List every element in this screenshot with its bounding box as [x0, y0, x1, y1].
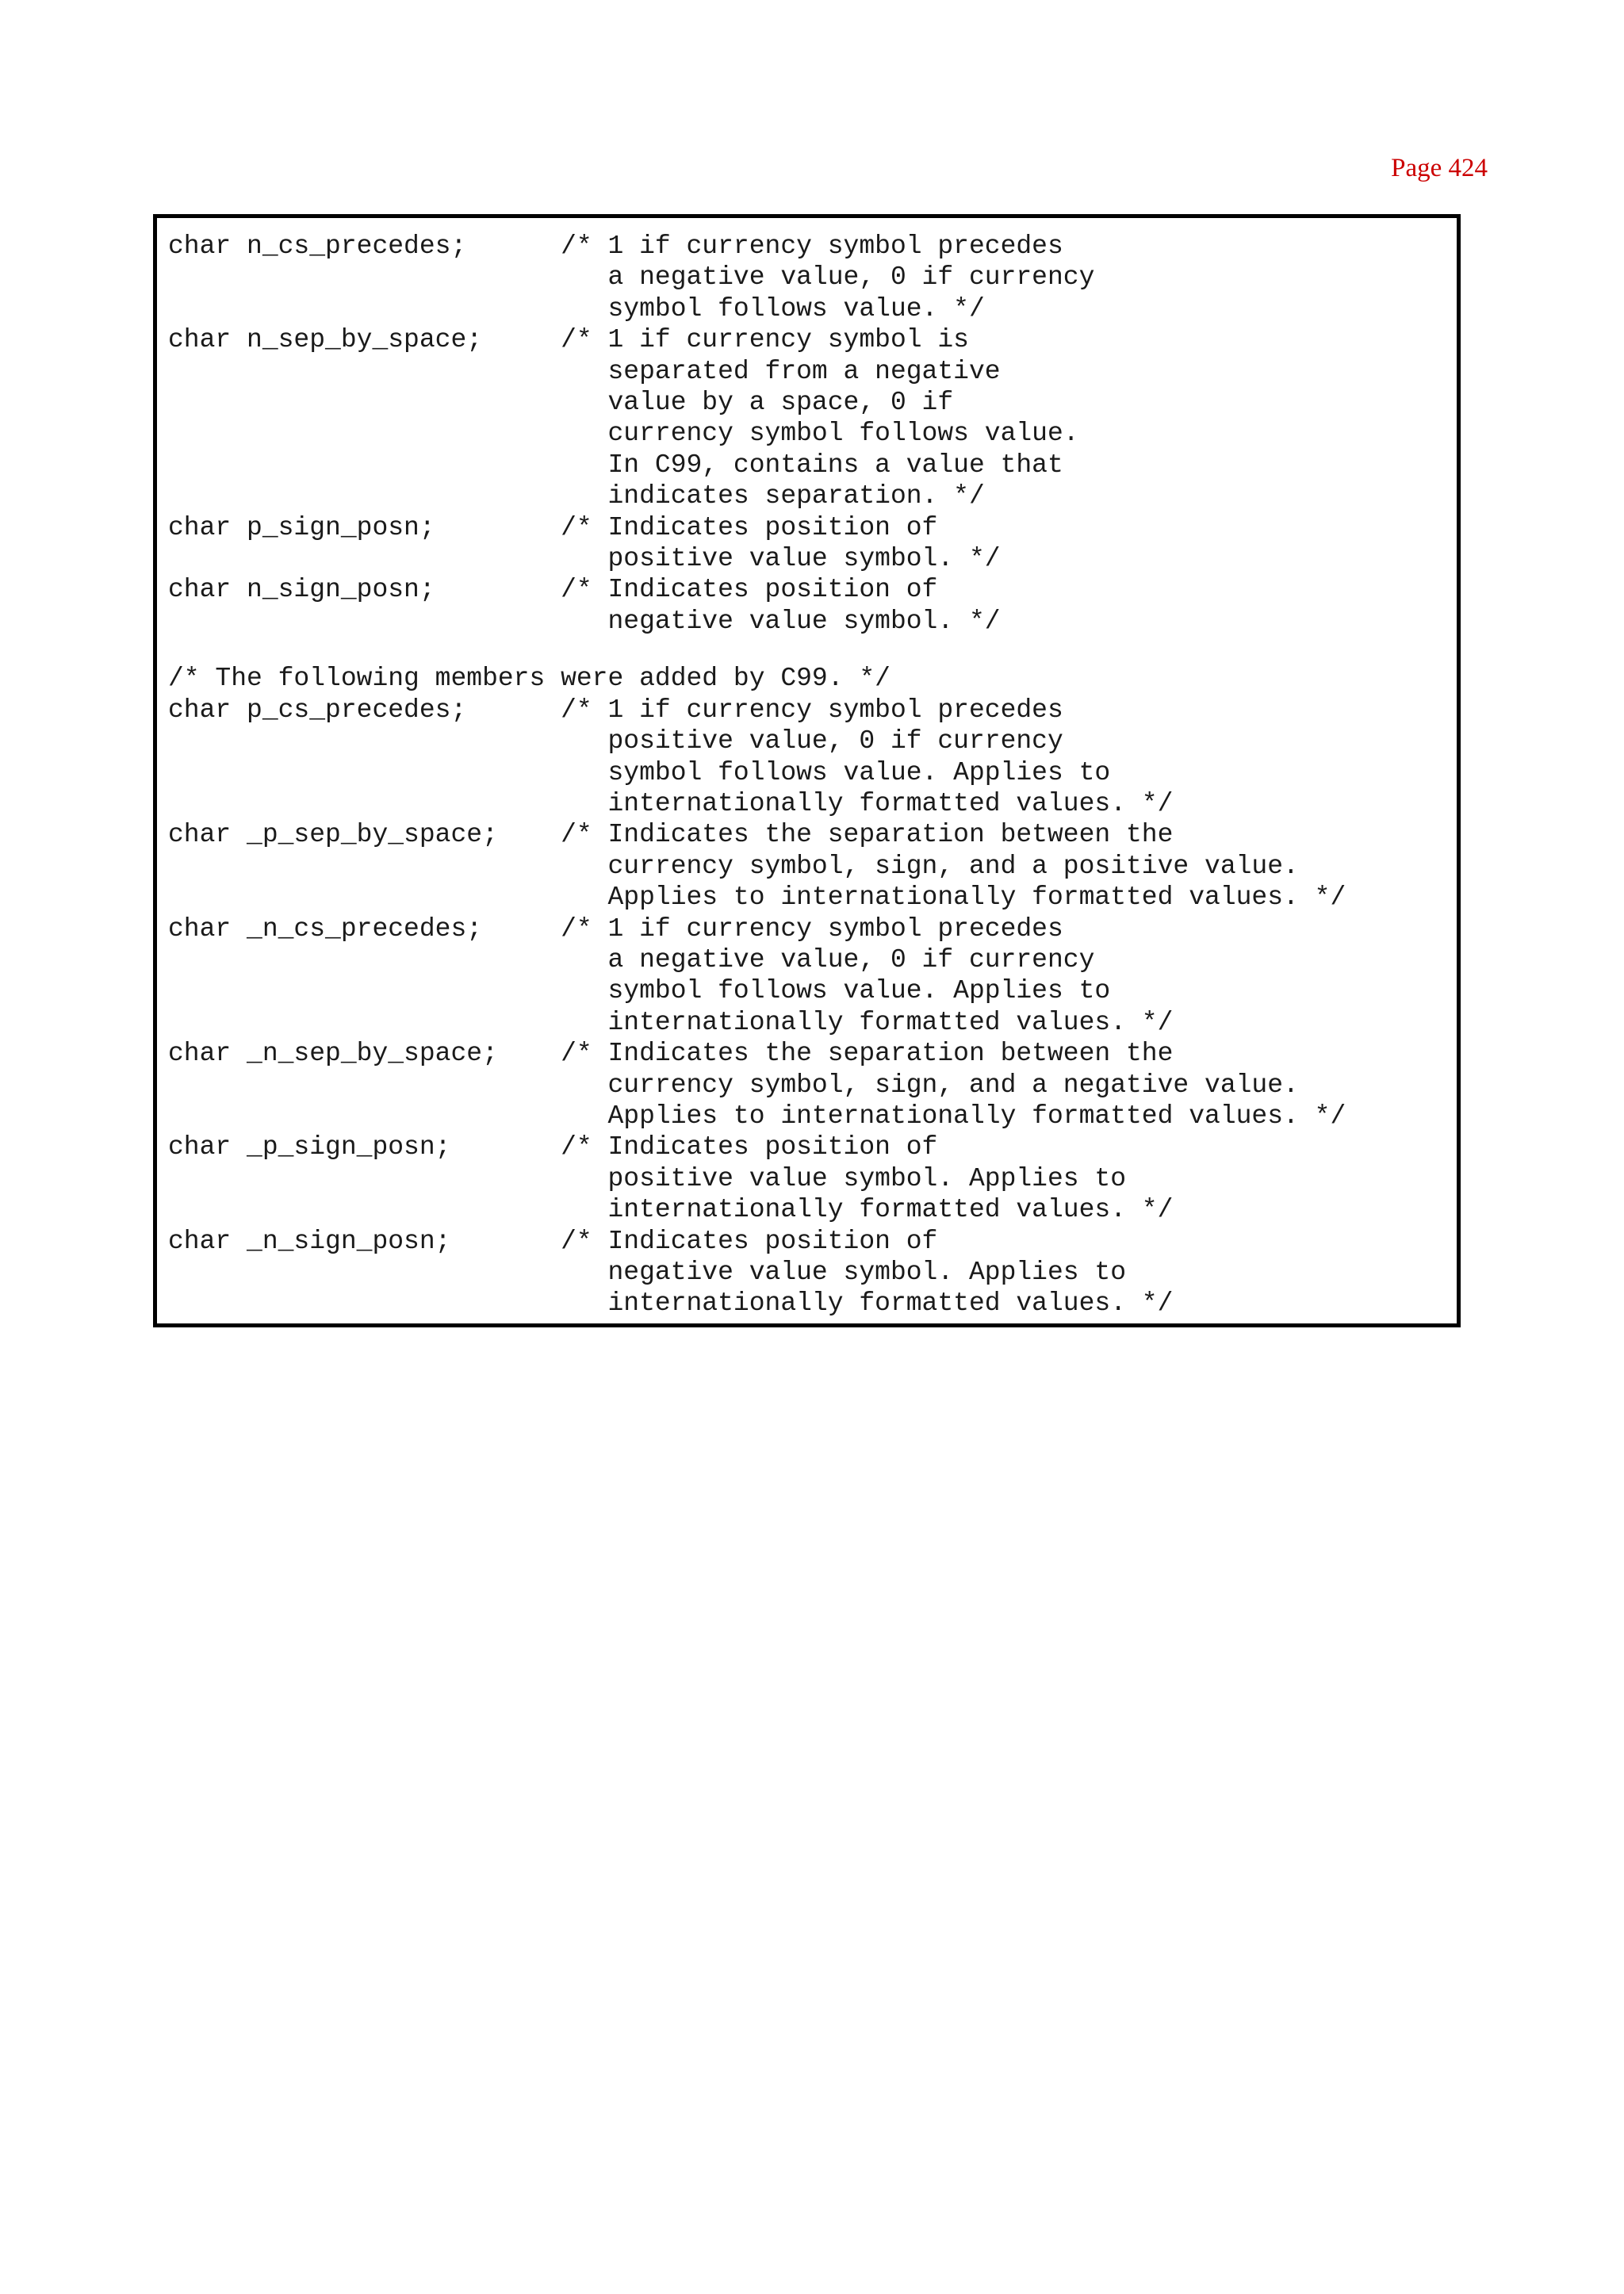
code-gap — [168, 637, 1457, 663]
code-block-lconv-members: char n_cs_precedes; /* 1 if currency symbol precedes a negative value, 0 if currency symbol follows value. */ char n_sep_by_space; /* 1 if currency symbol is separated from a negative value by a space, 0 if currency symbol follows value. In C99, contains a value that indicates separation. */ char p_sign_posn; /* Indicates position of positive value symbol. */ char n_sign_posn; /* Indicates position of negative value symbol. */ — [168, 232, 1095, 636]
code-block-c99-members: /* The following members were added by C99. */ char p_cs_precedes; /* 1 if currency symbol precedes positive value, 0 if currency symbol follows value. Applies to internationally formatted values. */ char _p_sep_by_space; /* Indicates the separation between the currency symbol, sign, and a positive value. Applies to internationally formatted values. */ char _n_cs_precedes; /* 1 if currency symbol precedes a negative value, 0 if currency symbol follows value. Applies to internationally formatted values. */ char _n_sep_by_space; /* Indicates the separation between the currency symbol, sign, and a negative value. Applies to internationally formatted values. */ char _p_sign_posn; /* Indicates position of positive value symbol. Applies to internationally formatted values. */ char _n_sign_posn; /* Indicates position of negative value symbol. Applies to internationally formatted values. */ — [168, 664, 1346, 1319]
code-listing-box — [153, 214, 1461, 1327]
page-number: Page 424 — [1391, 154, 1488, 182]
